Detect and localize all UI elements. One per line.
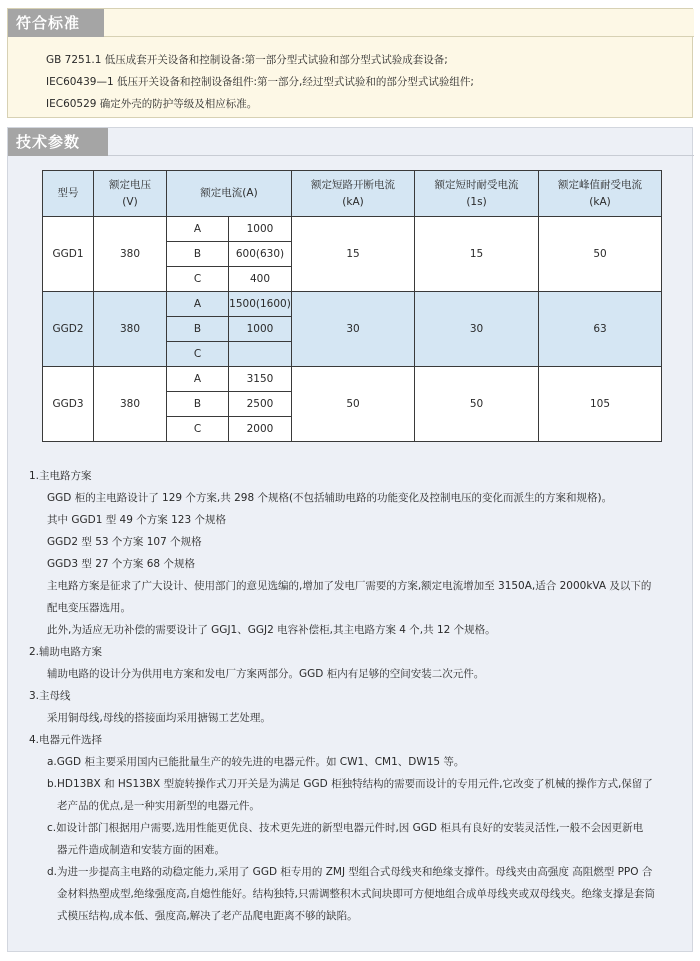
current-cell: 600(630) xyxy=(229,242,292,267)
paragraph: d.为进一步提高主电路的动稳定能力,采用了 GGD 柜专用的 ZMJ 型组合式母线夹和绝缘支撑件。母线夹由高强度 高阻燃型 PPO 合 xyxy=(47,866,653,878)
current-cell: 1500(1600) xyxy=(229,292,292,317)
breaking-cell: 50 xyxy=(292,367,415,442)
grade-cell: C xyxy=(167,417,229,442)
header-current: 额定电流(A) xyxy=(167,171,292,217)
peak-cell: 105 xyxy=(539,367,662,442)
table-row xyxy=(43,367,662,392)
heading-main-busbar: 3.主母线 xyxy=(29,690,71,702)
paragraph: 此外,为适应无功补偿的需要设计了 GGJ1、GGJ2 电容补偿柜,其主电路方案 4 个,共 12 个规格。 xyxy=(47,624,496,636)
grade-cell: A xyxy=(167,217,229,242)
current-cell: 3150 xyxy=(229,367,292,392)
breaking-cell: 15 xyxy=(292,217,415,292)
voltage-cell: 380 xyxy=(94,367,167,442)
heading-aux-circuit: 2.辅助电路方案 xyxy=(29,646,103,658)
heading-components: 4.电器元件选择 xyxy=(29,734,103,746)
grade-cell: B xyxy=(167,317,229,342)
standards-header-bar xyxy=(8,9,694,37)
paragraph: b.HD13BX 和 HS13BX 型旋转操作式刀开关是为满足 GGD 柜独特结构的需要而设计的专用元件,它改变了机械的操作方式,保留了 xyxy=(47,778,653,790)
voltage-cell: 380 xyxy=(94,217,167,292)
current-cell: 1000 xyxy=(229,217,292,242)
paragraph: c.如设计部门根据用户需要,选用性能更优良、技术更先进的新型电器元件时,因 GGD 柜具有良好的安装灵活性,一般不会因更新电 xyxy=(47,822,644,834)
paragraph: 采用铜母线,母线的搭接面均采用搪锡工艺处理。 xyxy=(47,712,271,724)
model-cell: GGD2 xyxy=(43,292,94,367)
standards-list xyxy=(46,49,474,115)
table-row xyxy=(43,217,662,242)
model-cell: GGD1 xyxy=(43,217,94,292)
breaking-cell: 30 xyxy=(292,292,415,367)
current-cell: 400 xyxy=(229,267,292,292)
standards-title: 符合标准 xyxy=(8,9,104,37)
grade-cell: A xyxy=(167,292,229,317)
grade-cell: A xyxy=(167,367,229,392)
paragraph: GGD3 型 27 个方案 68 个规格 xyxy=(47,558,195,570)
params-section xyxy=(7,127,693,952)
peak-cell: 63 xyxy=(539,292,662,367)
short-time-cell: 50 xyxy=(415,367,539,442)
paragraph: 配电变压器选用。 xyxy=(47,602,131,614)
paragraph: 金材料热塑成型,绝缘强度高,自熄性能好。结构独特,只需调整积木式间块即可方便地组合成单母线夹或双母线夹。绝缘支撑是套筒 xyxy=(57,888,656,900)
grade-cell: C xyxy=(167,342,229,367)
peak-cell: 50 xyxy=(539,217,662,292)
paragraph: 辅助电路的设计分为供用电方案和发电厂方案两部分。GGD 柜内有足够的空间安装二次元件。 xyxy=(47,668,485,680)
paragraph: GGD 柜的主电路设计了 129 个方案,共 298 个规格(不包括辅助电路的功能变化及控制电压的变化而派生的方案和规格)。 xyxy=(47,492,613,504)
heading-main-circuit: 1.主电路方案 xyxy=(29,470,92,482)
model-cell: GGD3 xyxy=(43,367,94,442)
current-cell: 1000 xyxy=(229,317,292,342)
header-short-time: 额定短时耐受电流 (1s) xyxy=(415,171,539,217)
paragraph: 主电路方案是征求了广大设计、使用部门的意见选编的,增加了发电厂需要的方案,额定电流增加至 3150A,适合 2000kVA 及以下的 xyxy=(47,580,652,592)
current-cell: 2500 xyxy=(229,392,292,417)
paragraph: a.GGD 柜主要采用国内已能批量生产的较先进的电器元件。如 CW1、CM1、DW15 等。 xyxy=(47,756,465,768)
standard-line: IEC60529 确定外壳的防护等级及相应标准。 xyxy=(46,98,258,110)
short-time-cell: 15 xyxy=(415,217,539,292)
params-table xyxy=(42,170,662,442)
current-cell: 2000 xyxy=(229,417,292,442)
table-row xyxy=(43,292,662,317)
standards-section xyxy=(7,8,693,118)
params-header-bar xyxy=(8,128,694,156)
paragraph: 器元件造成制造和安装方面的困难。 xyxy=(57,844,225,856)
header-model: 型号 xyxy=(43,171,94,217)
grade-cell: C xyxy=(167,267,229,292)
standard-line: GB 7251.1 低压成套开关设备和控制设备:第一部分型式试验和部分型式试验成套设备; xyxy=(46,54,448,66)
header-breaking: 额定短路开断电流 (kA) xyxy=(292,171,415,217)
grade-cell: B xyxy=(167,242,229,267)
standard-line: IEC60439—1 低压开关设备和控制设备组件:第一部分,经过型式试验和的部分型式试验组件; xyxy=(46,76,474,88)
current-cell xyxy=(229,342,292,367)
paragraph: 其中 GGD1 型 49 个方案 123 个规格 xyxy=(47,514,226,526)
header-peak: 额定峰值耐受电流 (kA) xyxy=(539,171,662,217)
grade-cell: B xyxy=(167,392,229,417)
short-time-cell: 30 xyxy=(415,292,539,367)
params-title: 技术参数 xyxy=(8,128,108,156)
paragraph: 式模压结构,成本低、强度高,解决了老产品爬电距离不够的缺陷。 xyxy=(57,910,358,922)
table-header-row xyxy=(43,171,662,217)
header-voltage: 额定电压 (V) xyxy=(94,171,167,217)
voltage-cell: 380 xyxy=(94,292,167,367)
paragraph: 老产品的优点,是一种实用新型的电器元件。 xyxy=(57,800,260,812)
paragraph: GGD2 型 53 个方案 107 个规格 xyxy=(47,536,202,548)
description-text xyxy=(29,465,679,927)
